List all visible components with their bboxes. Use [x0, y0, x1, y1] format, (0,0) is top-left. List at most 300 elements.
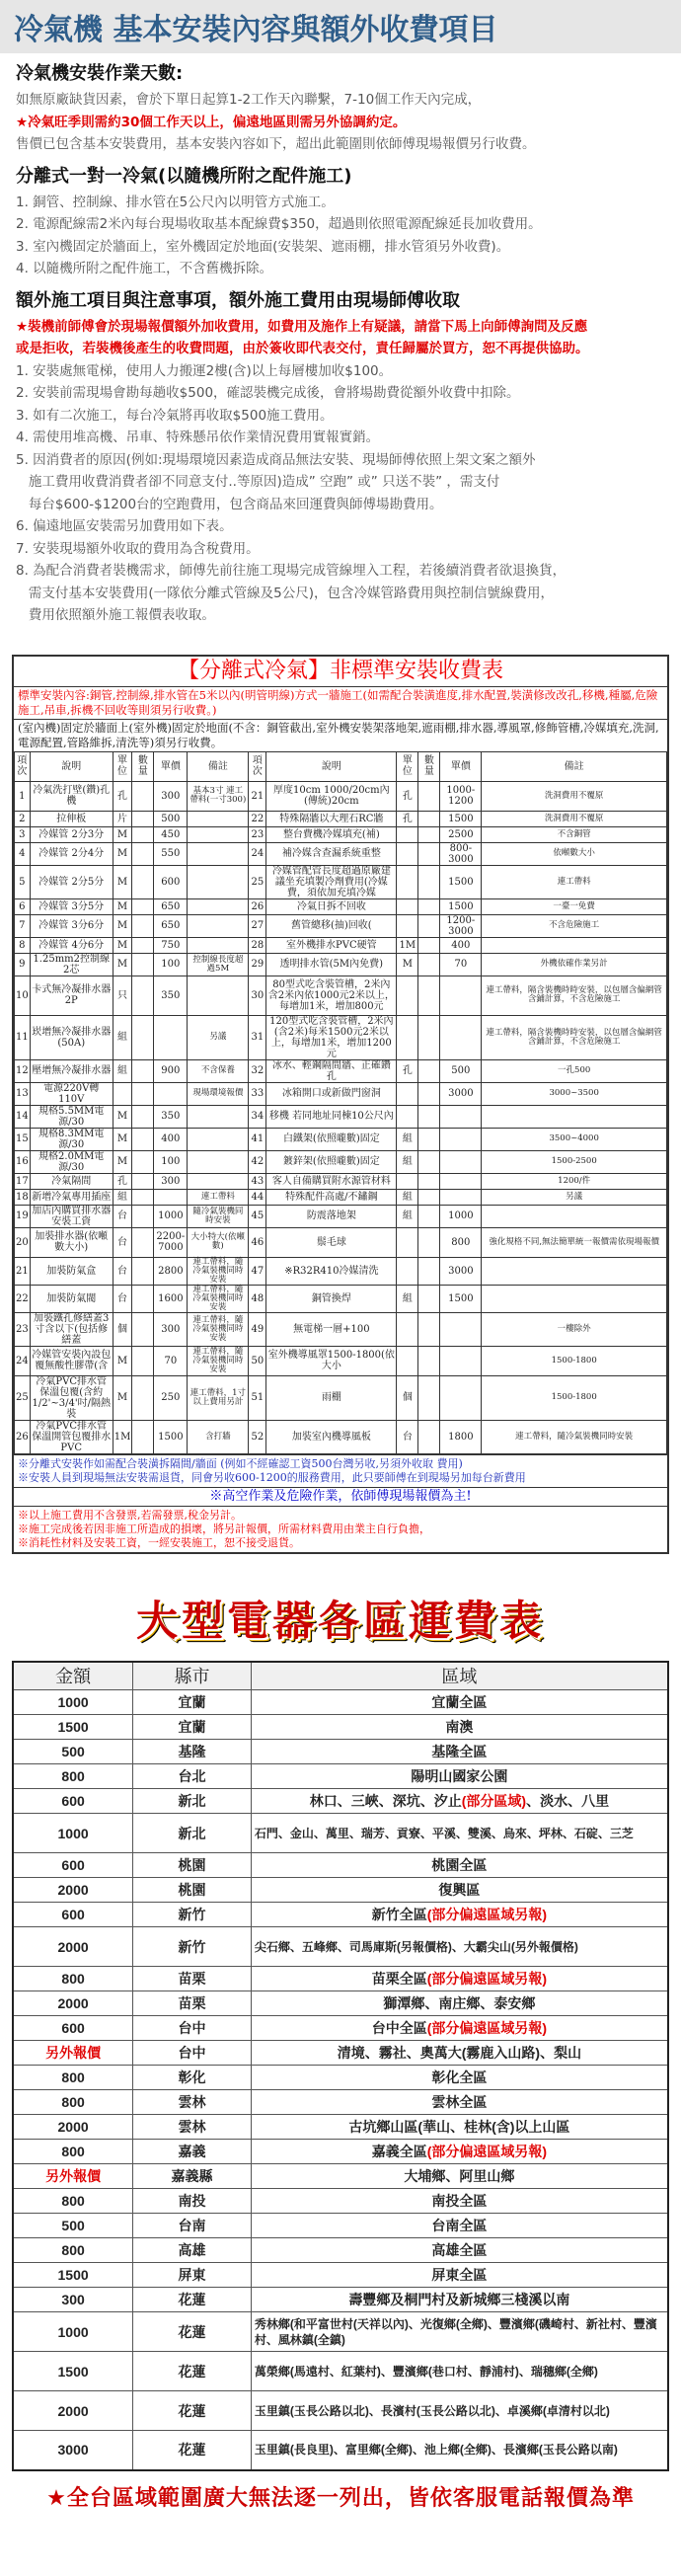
freight-table-row	[13, 1878, 668, 1903]
freight-amount: 800	[13, 2189, 133, 2214]
freight-amount: 3000	[13, 2431, 133, 2470]
extra-items-warning	[16, 316, 665, 360]
install-cell: 冷氣隔間	[30, 1173, 113, 1189]
install-table-row	[15, 1128, 667, 1150]
install-cell: 17	[15, 1173, 31, 1189]
freight-city: 雲林	[133, 2115, 252, 2140]
freight-amount: 600	[13, 2016, 133, 2041]
split-standard-line: 4. 以隨機所附之配件施工，不含舊機拆除。	[16, 261, 273, 276]
install-cell	[132, 842, 154, 865]
install-cell: 46	[249, 1227, 266, 1257]
install-cell: 2	[15, 811, 31, 826]
freight-table-body	[13, 1690, 668, 2470]
freight-region	[251, 1903, 668, 1927]
install-cell: 3	[15, 826, 31, 842]
install-cell	[188, 842, 249, 865]
install-cell: 1500-2500	[482, 1150, 667, 1173]
install-cell: 特殊隔牆以大理石RC牆	[266, 811, 397, 826]
freight-region	[251, 1690, 668, 1715]
install-cell: 19	[15, 1205, 31, 1227]
extra-item-line: 施工費用收費消費者卻不同意支付..等原因)造成” 空跑” 或” 只送不裝” ，需支付	[16, 474, 500, 490]
freight-city: 花蓮	[133, 2352, 252, 2391]
freight-region	[251, 1967, 668, 1991]
install-cell: 大小特大(依噸數)	[188, 1227, 249, 1257]
install-table-row	[15, 953, 667, 976]
install-cell: 1500	[440, 865, 482, 898]
freight-amount: 2000	[13, 2115, 133, 2140]
install-cell: 50	[249, 1346, 266, 1375]
freight-region-highlight: (部分偏遠區域另報)	[426, 1907, 548, 1922]
install-table-header	[15, 751, 667, 781]
freight-table-row	[13, 1764, 668, 1789]
install-cell: 冷媒管 4分6分	[30, 937, 113, 953]
install-cell: 24	[249, 842, 266, 865]
freight-region-text: 雲林全區	[431, 2094, 488, 2110]
install-cell	[132, 1015, 154, 1059]
install-cell: 34	[249, 1105, 266, 1128]
install-col-header: 說明	[30, 751, 113, 781]
install-cell: 1200-3000	[440, 914, 482, 937]
freight-amount: 800	[13, 1764, 133, 1789]
freight-table-row	[13, 1789, 668, 1814]
install-table-title: 【分離式冷氣】非標準安裝收費表	[177, 658, 503, 683]
install-cell: 16	[15, 1150, 31, 1173]
freight-bottom-note: ★全台區域範圍廣大無法逐一列出，皆依客服電話報價為準	[46, 2485, 635, 2511]
freight-region-text: 南投全區	[431, 2193, 488, 2209]
install-cell: 4	[15, 842, 31, 865]
install-cell: 連工帶料，1寸以上費用另計	[188, 1375, 249, 1420]
install-cell: 18	[15, 1189, 31, 1205]
install-cell	[418, 953, 440, 976]
install-cell: 400	[154, 1128, 188, 1150]
install-cell	[132, 1173, 154, 1189]
install-cell: 台	[113, 1257, 132, 1285]
install-cell: 一孔500	[482, 1059, 667, 1082]
freight-table-row	[13, 1814, 668, 1853]
install-cell	[418, 842, 440, 865]
install-cell: 壓增無冷凝排水器	[30, 1059, 113, 1082]
install-cell	[397, 1015, 418, 1059]
freight-amount: 2000	[13, 1991, 133, 2016]
install-table-row	[15, 1015, 667, 1059]
install-cell: 1500	[154, 1420, 188, 1453]
install-cell: 另議	[188, 1015, 249, 1059]
freight-region-text: 古坑鄉山區(華山、桂林(含)以上山區	[348, 2119, 570, 2135]
install-cell	[397, 1105, 418, 1128]
install-cell	[113, 1082, 132, 1105]
install-cell: 300	[154, 1173, 188, 1189]
install-cell: M	[113, 1346, 132, 1375]
freight-amount: 600	[13, 1903, 133, 1927]
install-red-note: ※消耗性材料及安裝工資，一經安裝施工，恕不接受退貨。	[18, 1535, 300, 1549]
freight-city: 嘉義	[133, 2140, 252, 2164]
freight-city: 花蓮	[133, 2312, 252, 2352]
install-cell	[418, 1257, 440, 1285]
install-cell	[188, 976, 249, 1015]
install-cell: 連工帶料，隨冷氣裝機同時安裝	[188, 1257, 249, 1285]
freight-region	[251, 2288, 668, 2312]
install-cell: 冷氣日拆不回收	[266, 898, 397, 914]
install-cell	[440, 1150, 482, 1173]
install-cell	[188, 898, 249, 914]
install-cell	[418, 1285, 440, 1312]
freight-amount: 600	[13, 1789, 133, 1814]
freight-region	[251, 1814, 668, 1853]
install-cell: 70	[440, 953, 482, 976]
install-cell	[418, 937, 440, 953]
install-table-row	[15, 898, 667, 914]
freight-region	[251, 2238, 668, 2263]
freight-region	[251, 2016, 668, 2041]
install-cell	[188, 914, 249, 937]
install-cell: 51	[249, 1375, 266, 1420]
install-cell	[418, 865, 440, 898]
install-fee-table-wrap	[12, 655, 669, 1554]
install-cell: 室外機導風罩1500-1800(依大小	[266, 1346, 397, 1375]
install-cell: 10	[15, 976, 31, 1015]
freight-table-row	[13, 2164, 668, 2189]
install-cell: 連工帶料	[188, 1189, 249, 1205]
install-cell	[418, 1375, 440, 1420]
install-cell	[418, 826, 440, 842]
extra-items-heading: 額外施工項目與注意事項，額外施工費用由現場師傅收取	[16, 289, 460, 311]
install-cell: 800	[440, 1227, 482, 1257]
freight-region	[251, 1789, 668, 1814]
install-cell: 47	[249, 1257, 266, 1285]
install-cell: 800-3000	[440, 842, 482, 865]
install-cell	[482, 1257, 667, 1285]
freight-amount: 800	[13, 2238, 133, 2263]
install-cell: 33	[249, 1082, 266, 1105]
install-cell: M	[113, 914, 132, 937]
install-cell: 個	[113, 1312, 132, 1346]
extra-item-line: 4. 需使用堆高機、吊車、特殊懸吊依作業情況費用實報實銷。	[16, 429, 380, 445]
install-cell	[188, 1128, 249, 1150]
install-cell	[397, 1346, 418, 1375]
extra-item-line: 需支付基本安裝費用(一隊依分離式管線及5公尺)，包含冷媒管路費用與控制信號線費用，	[16, 585, 554, 601]
install-cell	[397, 1227, 418, 1257]
install-cell: 台	[113, 1227, 132, 1257]
freight-region	[251, 2090, 668, 2115]
install-table-row	[15, 1150, 667, 1173]
install-cell: 2800	[154, 1257, 188, 1285]
freight-city: 苗栗	[133, 1991, 252, 2016]
install-cell	[132, 1128, 154, 1150]
install-cell: 600	[154, 865, 188, 898]
install-cell	[132, 898, 154, 914]
install-cell: 厚度10cm 1000/20cm內(傳統)20cm	[266, 781, 397, 811]
install-cell	[418, 1227, 440, 1257]
freight-region-text: 玉里鎮(長良里)、富里鄉(全鄉)、池上鄉(全鄉)、長濱鄉(玉長公路以南)	[254, 2443, 618, 2458]
freight-region	[251, 1764, 668, 1789]
install-cell: 3500~4000	[482, 1128, 667, 1150]
install-cell: 13	[15, 1082, 31, 1105]
install-cell: 銅管換焊	[266, 1285, 397, 1312]
freight-region	[251, 1715, 668, 1740]
install-cell: 防震落地架	[266, 1205, 397, 1227]
freight-region-tail: 、淡水、八里	[526, 1793, 610, 1809]
install-cell: 加裝排水器(依噸數大小)	[30, 1227, 113, 1257]
freight-region-text: 屏東全區	[431, 2267, 488, 2283]
extra-items-lines	[16, 360, 665, 627]
freight-city: 基隆	[133, 1740, 252, 1764]
install-cell: 加裝室內機導風板	[266, 1420, 397, 1453]
install-table-row	[15, 1346, 667, 1375]
freight-region-text: 清境、霧社、奧萬大(霧鹿入山路)、梨山	[337, 2045, 582, 2061]
install-cell	[132, 1257, 154, 1285]
install-cell	[132, 953, 154, 976]
install-cell: 12	[15, 1059, 31, 1082]
install-cell	[440, 1015, 482, 1059]
freight-region-highlight: (部分偏遠區域另報)	[426, 1971, 548, 1987]
freight-table-row	[13, 2115, 668, 2140]
install-cell: 冷媒管 2分4分	[30, 842, 113, 865]
install-cell: 隨冷氣裝機同時安裝	[188, 1205, 249, 1227]
install-cell	[188, 811, 249, 826]
install-cell: M	[113, 826, 132, 842]
install-red-notes	[14, 1506, 667, 1552]
install-cell	[397, 976, 418, 1015]
install-cell: 組	[397, 1150, 418, 1173]
freight-region	[251, 2431, 668, 2470]
install-cell: 冷媒管 2分3分	[30, 826, 113, 842]
install-cell: 特殊配件高處/不鏽鋼	[266, 1189, 397, 1205]
install-cell: 現場環境報價	[188, 1082, 249, 1105]
split-standard-heading: 分離式一對一冷氣(以隨機所附之配件施工)	[16, 165, 352, 187]
work-days-line: 售價已包含基本安裝費用，基本安裝內容如下，超出此範圍則依師傅現場報價另行收費。	[16, 136, 536, 152]
extra-item-line: 費用依照額外施工報價表收取。	[16, 607, 215, 623]
freight-city: 新竹	[133, 1927, 252, 1967]
install-cell: 連工帶料，隨冷氣裝機同時安裝	[188, 1346, 249, 1375]
install-cell: 28	[249, 937, 266, 953]
install-table-row	[15, 826, 667, 842]
install-cell: M	[113, 1128, 132, 1150]
install-table-body	[15, 781, 667, 1453]
install-cell: M	[113, 842, 132, 865]
install-cell	[482, 937, 667, 953]
freight-city: 台中	[133, 2041, 252, 2066]
install-table-row	[15, 1059, 667, 1082]
install-cell: 3000	[440, 1082, 482, 1105]
install-cell	[418, 976, 440, 1015]
install-table-row	[15, 1173, 667, 1189]
freight-region	[251, 1878, 668, 1903]
freight-region-text: 桃園全區	[431, 1857, 488, 1873]
install-cell: 1M	[113, 1420, 132, 1453]
install-cell: 組	[397, 1189, 418, 1205]
install-cell: 客人自備購買附水源管材料	[266, 1173, 397, 1189]
install-table-row	[15, 1375, 667, 1420]
install-cell: 21	[15, 1257, 31, 1285]
install-cell	[132, 1082, 154, 1105]
install-note-fixing: (室內機)固定於牆面上(室外機)固定於地面(不含：銅管截出,室外機安裝架落地架,遮雨棚,排水器,導風罩,修飾管槽,冷媒填充,洗洞,電源配置,管路維拆,清洗等)須另行收費。	[14, 719, 667, 751]
install-cell: 孔	[113, 781, 132, 811]
freight-amount: 1000	[13, 1814, 133, 1853]
install-cell: 鍍鋅架(依照嚨數)固定	[266, 1150, 397, 1173]
freight-region-text: 高雄全區	[431, 2242, 488, 2258]
freight-region	[251, 1991, 668, 2016]
install-cell: 450	[154, 826, 188, 842]
install-cell	[418, 1205, 440, 1227]
extra-item-line: 2. 安裝前需現場會勘每趟收$500，確認裝機完成後，會將場勘費從額外收費中扣除。	[16, 385, 520, 401]
install-cell: 1500-1800	[482, 1346, 667, 1375]
install-cell: 透明排水管(5M內免費)	[266, 953, 397, 976]
install-cell: 孔	[397, 1059, 418, 1082]
install-cell	[154, 1189, 188, 1205]
page-title: 冷氣機 基本安裝內容與額外收費項目	[0, 0, 681, 53]
install-cell: 補冷媒含查漏系統重整	[266, 842, 397, 865]
install-cell: M	[113, 898, 132, 914]
install-cell: 7	[15, 914, 31, 937]
freight-region	[251, 2352, 668, 2391]
install-cell: 只	[113, 976, 132, 1015]
install-cell: 舊管總移(抽)回收(	[266, 914, 397, 937]
install-cell: 片	[113, 811, 132, 826]
freight-city: 台中	[133, 2016, 252, 2041]
install-cell: 1500	[440, 1285, 482, 1312]
freight-region-text: 林口、三峽、深坑、汐止	[309, 1793, 462, 1809]
install-table-row	[15, 1257, 667, 1285]
install-cell: 組	[397, 1285, 418, 1312]
extra-item-line: 7. 安裝現場額外收取的費用為含稅費用。	[16, 540, 260, 557]
freight-city: 台北	[133, 1764, 252, 1789]
freight-table-row	[13, 2288, 668, 2312]
install-cell	[440, 976, 482, 1015]
install-cell: 台	[113, 1285, 132, 1312]
install-cell	[418, 1312, 440, 1346]
install-cell	[440, 1312, 482, 1346]
freight-region-text: 嘉義全區	[371, 2144, 427, 2159]
freight-city: 屏東	[133, 2263, 252, 2288]
install-cell: 冰水、輕鋼隔間牆、正確鑽孔	[266, 1059, 397, 1082]
install-col-header: 數量	[132, 751, 154, 781]
install-cell: 70	[154, 1346, 188, 1375]
freight-region	[251, 2140, 668, 2164]
install-cell: 22	[15, 1285, 31, 1312]
install-cell	[440, 1173, 482, 1189]
install-cell	[418, 1420, 440, 1453]
freight-amount: 2000	[13, 1927, 133, 1967]
freight-amount: 500	[13, 2214, 133, 2238]
install-col-header: 單位	[113, 751, 132, 781]
install-table-row	[15, 1285, 667, 1312]
install-cell: 拉伸板	[30, 811, 113, 826]
split-standard-lines	[16, 192, 665, 280]
freight-amount: 1000	[13, 2312, 133, 2352]
install-cell	[418, 1128, 440, 1150]
install-cell: 電源220V轉110V	[30, 1082, 113, 1105]
freight-region-text: 台南全區	[431, 2218, 488, 2233]
work-days-section	[0, 61, 681, 156]
install-cell: 孔	[113, 1173, 132, 1189]
freight-city: 新竹	[133, 1903, 252, 1927]
install-cell: 1500	[440, 898, 482, 914]
install-cell: 23	[15, 1312, 31, 1346]
install-cell: M	[113, 953, 132, 976]
work-days-lines	[16, 89, 665, 156]
install-cell: 含打牆	[188, 1420, 249, 1453]
freight-region	[251, 2263, 668, 2288]
freight-table-row	[13, 2016, 668, 2041]
install-cell	[418, 1015, 440, 1059]
install-cell	[397, 1082, 418, 1105]
install-cell	[132, 1205, 154, 1227]
install-cell	[397, 1257, 418, 1285]
install-cell: 3000	[440, 1257, 482, 1285]
freight-table-row	[13, 1967, 668, 1991]
install-red-note: ※施工完成後若因非施工所造成的損壞，將另計報價，所需材料費用由業主自行負擔，	[18, 1522, 430, 1535]
freight-city: 花蓮	[133, 2431, 252, 2470]
install-cell: 2200-7000	[154, 1227, 188, 1257]
install-cell	[132, 1346, 154, 1375]
install-cell: 基本3寸 連工帶料(一寸300)	[188, 781, 249, 811]
install-cell: 整台費機冷媒填充(補)	[266, 826, 397, 842]
freight-region-highlight: (部分偏遠區域另報)	[426, 2144, 548, 2159]
install-table-row	[15, 811, 667, 826]
install-cell: 32	[249, 1059, 266, 1082]
install-cell: 冷媒管 3分6分	[30, 914, 113, 937]
install-cell	[397, 826, 418, 842]
freight-region	[251, 1927, 668, 1967]
freight-region-text: 大埔鄉、阿里山鄉	[404, 2168, 515, 2184]
install-cell	[440, 1375, 482, 1420]
extra-warning-line: 或是拒收，若裝機後產生的收費問題，由於簽收即代表交付，責任歸屬於買方，恕不再提供協助。	[16, 341, 589, 356]
install-cell	[132, 1375, 154, 1420]
install-cell: 雨棚	[266, 1375, 397, 1420]
install-cell	[418, 1173, 440, 1189]
install-cell: 不含銅管	[482, 826, 667, 842]
install-cell: 52	[249, 1420, 266, 1453]
freight-table-row	[13, 2140, 668, 2164]
install-cell	[132, 1227, 154, 1257]
install-cell: 崁增無冷凝排水器 (50A)	[30, 1015, 113, 1059]
install-cell: 規格5.5MM電源/30	[30, 1105, 113, 1128]
freight-table-row	[13, 2431, 668, 2470]
install-cell: 不含危險施工	[482, 914, 667, 937]
install-cell: 6	[15, 898, 31, 914]
install-table-row	[15, 1105, 667, 1128]
install-cell: 洗洞費用不覆原	[482, 781, 667, 811]
freight-col-header: 縣市	[133, 1662, 252, 1690]
install-cell	[132, 865, 154, 898]
install-cell: 無電梯一層+100	[266, 1312, 397, 1346]
freight-city: 苗栗	[133, 1967, 252, 1991]
install-cell: M	[113, 1375, 132, 1420]
install-cell: 31	[249, 1015, 266, 1059]
install-cell: 15	[15, 1128, 31, 1150]
install-cell: 250	[154, 1375, 188, 1420]
install-table-row	[15, 1227, 667, 1257]
freight-amount: 2000	[13, 1878, 133, 1903]
freight-table-row	[13, 2352, 668, 2391]
install-cell: 43	[249, 1173, 266, 1189]
install-cell: 洗洞費用不覆原	[482, 811, 667, 826]
install-table-row	[15, 1189, 667, 1205]
install-cell: 規格8.3MM電源/30	[30, 1128, 113, 1150]
freight-region-text: 獅潭鄉、南庄鄉、泰安鄉	[383, 1995, 536, 2011]
install-cell: 加店內購買排水器安裝工資	[32, 1205, 112, 1227]
install-cell: 組	[113, 1189, 132, 1205]
install-cell	[440, 1105, 482, 1128]
freight-col-header: 金額	[13, 1662, 133, 1690]
install-cell: 100	[154, 1150, 188, 1173]
install-cell	[397, 1312, 418, 1346]
freight-table-row	[13, 2090, 668, 2115]
extra-item-line: 8. 為配合消費者裝機需求，師傅先前往施工現場完成管線埋入工程，若後續消費者欲退換貨，	[16, 563, 567, 579]
install-cell: 2500	[440, 826, 482, 842]
extra-item-line: 3. 如有二次施工，每台冷氣將再收取$500施工費用。	[16, 407, 334, 424]
install-col-header: 備註	[482, 751, 667, 781]
